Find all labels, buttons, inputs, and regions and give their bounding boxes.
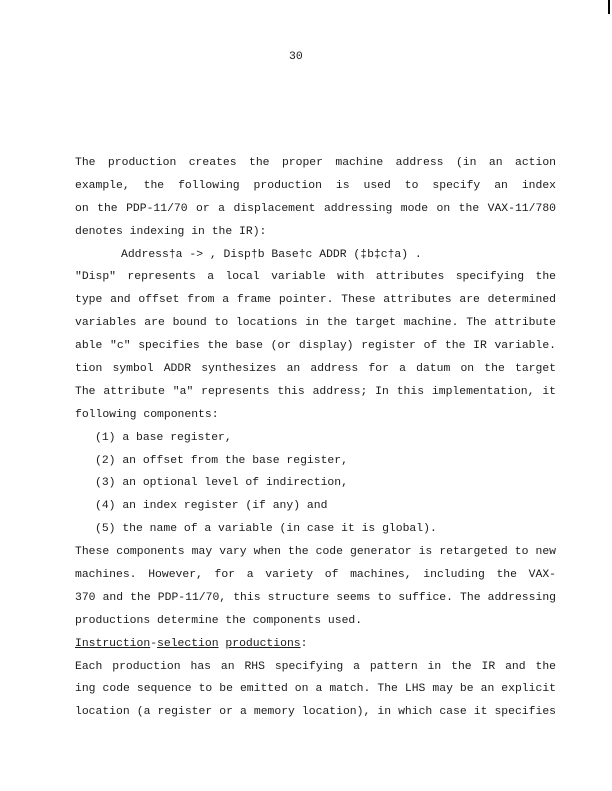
text-line: machines. However, for a variety of machines, including the VAX- <box>75 569 556 582</box>
text-line: tion symbol ADDR synthesizes an address for a datum on the target <box>75 363 556 376</box>
heading-part3: productions <box>225 637 301 650</box>
text-line: on the PDP-11/70 or a displacement addressing mode on the VAX-11/780 <box>75 202 556 215</box>
text-line: Address†a -> , Disp†b Base†c ADDR (‡b‡c†a) . <box>121 248 422 261</box>
text-line: following components: <box>75 408 219 421</box>
text-line: (2) an offset from the base register, <box>95 454 348 467</box>
text-line: denotes indexing in the IR): <box>75 225 267 238</box>
text-line: The attribute "a" represents this address; In this implementation, it <box>75 385 556 398</box>
text-line: productions determine the components used. <box>75 614 363 627</box>
text-line: example, the following production is used to specify an index <box>75 179 556 192</box>
text-line: variables are bound to locations in the target machine. The attribute <box>75 317 556 330</box>
section-heading <box>75 633 556 656</box>
text-line: 370 and the PDP-11/70, this structure seems to suffice. The addressing <box>75 591 556 604</box>
text-line: (1) a base register, <box>95 431 232 444</box>
heading-colon: : <box>300 637 308 650</box>
text-line: "Disp" represents a local variable with attributes specifying the <box>75 271 556 284</box>
text-line: The production creates the proper machine address (in an action <box>75 157 556 169</box>
heading-sep: - <box>150 637 158 650</box>
margin-mark <box>608 0 610 14</box>
heading-part2: selection <box>157 637 219 650</box>
text-line: ing code sequence to be emitted on a match. The LHS may be an explicit <box>75 683 556 696</box>
text-line: (3) an optional level of indirection, <box>95 477 348 490</box>
text-line: able "c" specifies the base (or display) register of the IR variable. <box>75 340 556 353</box>
page-number: 30 <box>289 51 303 63</box>
text-line: (5) the name of a variable (in case it is global). <box>95 523 437 536</box>
text-line: location (a register or a memory location), in which case it specifies <box>75 706 556 719</box>
text-line: These components may vary when the code generator is retargeted to new <box>75 546 556 559</box>
text-line: (4) an index register (if any) and <box>95 500 328 513</box>
document-body <box>75 152 556 724</box>
text-line: type and offset from a frame pointer. These attributes are determined <box>75 294 556 307</box>
text-line: Each production has an RHS specifying a pattern in the IR and the <box>75 660 556 673</box>
heading-part1: Instruction <box>75 637 151 650</box>
